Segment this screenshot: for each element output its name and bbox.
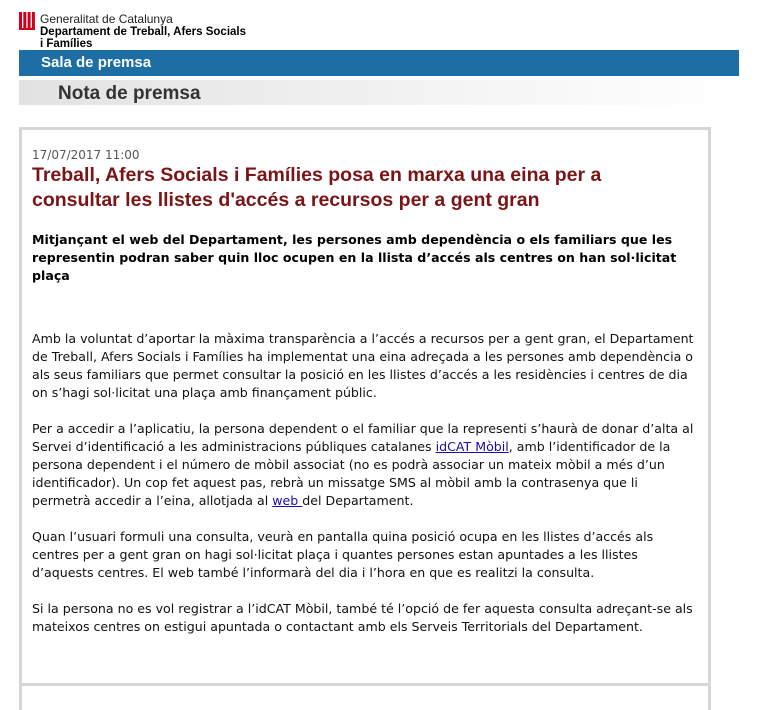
- paragraph-2-text-b: , amb l’identificador de la persona dependent i el número de mòbil associat (no es podrà associar un mateix mòbil a més d’un identificador). Un cop fet aquest pas, rebrà un missatge SMS al mòbil amb la contrasenya que li permetrà accedir a l’eina, allotjada al: [32, 439, 671, 508]
- press-release-card: [19, 127, 711, 710]
- bottom-divider: [19, 683, 711, 686]
- article-lead: Mitjançant el web del Departament, les persones amb dependència o els familiars que les representin podran saber quin lloc ocupen en la llista d’accés als centres on han sol·licitat plaça: [32, 232, 677, 283]
- paragraph-4: Si la persona no es vol registrar a l’idCAT Mòbil, també té l’opció de fer aquesta consulta adreçant-se als mateixos centres on estigui apuntada o contactant amb els Serveis Territorials del Departament.: [32, 601, 693, 634]
- department-name-cont: i Famílies: [40, 38, 93, 48]
- paragraph-2: [32, 420, 694, 510]
- paragraph-2-text-c: del Departament.: [302, 493, 414, 508]
- section-bar: [19, 50, 739, 76]
- department-name: Departament de Treball, Afers Socials: [40, 26, 247, 38]
- paragraph-2-text-a: Per a accedir a l’aplicatiu, la persona dependent o el familiar que la representi s’haurà de donar d’alta al Servei d’identificació a les administracions públiques catalanes: [32, 421, 694, 454]
- idcat-mobil-link[interactable]: idCAT Mòbil: [435, 439, 509, 454]
- article-body: [32, 148, 694, 636]
- generalitat-logo-icon: [19, 12, 35, 34]
- page-title: Nota de premsa: [58, 83, 201, 104]
- web-link[interactable]: web: [272, 493, 303, 508]
- subsection-bar: [19, 80, 739, 105]
- article-title: Treball, Afers Socials i Famílies posa en marxa una eina per a consultar les llistes d'accés a recursos per a gent gran: [32, 164, 602, 211]
- org-name: Generalitat de Catalunya: [40, 12, 173, 26]
- section-title: Sala de premsa: [41, 54, 152, 71]
- article-date: 17/07/2017 11:00: [32, 148, 140, 162]
- paragraph-3: Quan l’usuari formuli una consulta, veurà en pantalla quina posició ocupa en les llistes d’accés als centres per a gent gran on hagi sol·licitat plaça i quantes persones estan apuntades a les llistes d’aquests centres. El web també l’informarà del dia i l’hora en que es realitzi la consulta.: [32, 529, 654, 580]
- site-header: [19, 10, 249, 50]
- paragraph-1: Amb la voluntat d’aportar la màxima transparència a l’accés a recursos per a gent gran, el Departament de Treball, Afers Socials i Famílies ha implementat una eina adreçada a les persones amb dependència o als seus familiars que permet consultar la posició en les llistes d’accés a les residències i centres de dia on s’hagi sol·licitat una plaça amb finançament públic.: [32, 331, 694, 400]
